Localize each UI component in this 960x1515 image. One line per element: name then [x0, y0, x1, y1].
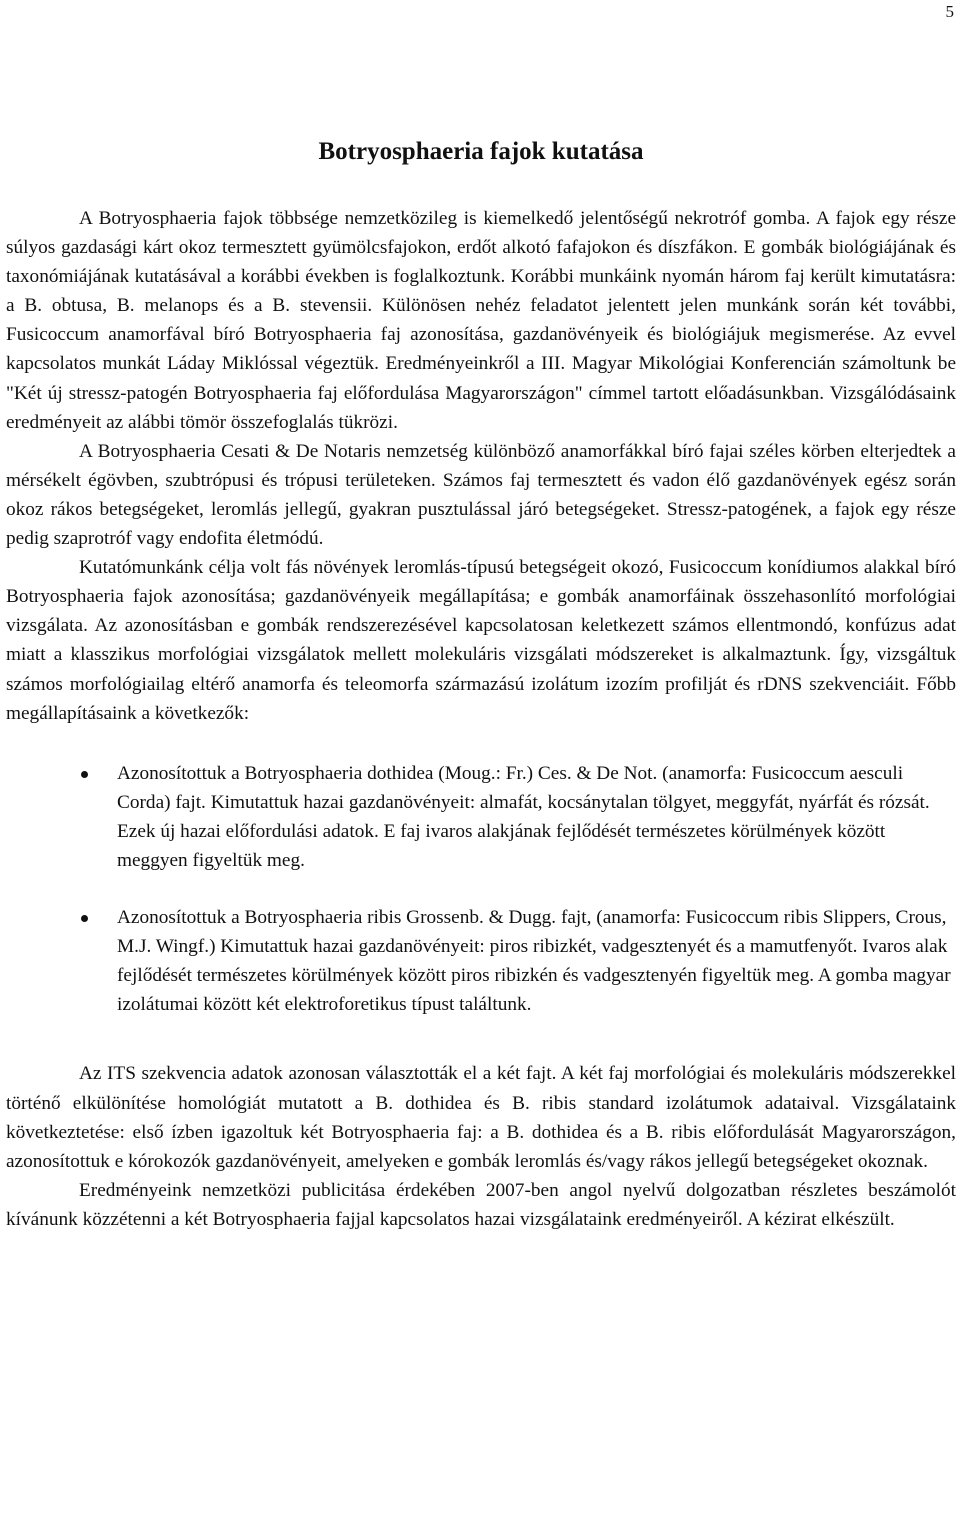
list-item — [6, 759, 956, 875]
document-body — [6, 136, 956, 1234]
finding-ribis-text: Azonosítottuk a Botryosphaeria ribis Grossenb. & Dugg. fajt, (anamorfa: Fusicoccum ribis Slippers, Crous, M.J. Wingf.) Kimutattuk hazai gazdanövényeit: piros ribizkét, vadgesztenyét és a mamutfenyőt. Ivaros alak fejlődését természetes körülmények között piros ribizkén és vadgesztenyén figyeltük meg. A gomba magyar izolátumai között két elektroforetikus típust találtunk. — [117, 907, 951, 1016]
bullet-icon — [81, 915, 88, 922]
list-item — [6, 903, 956, 1019]
publication-paragraph: Eredményeink nemzetközi publicitása érdekében 2007-ben angol nyelvű dolgozatban részletes beszámolót kívánunk közzétenni a két Botryosphaeria fajjal kapcsolatos hazai vizsgálataink eredményeiről. A kézirat elkészült. — [6, 1179, 956, 1230]
finding-dothidea-text: Azonosítottuk a Botryosphaeria dothidea (Moug.: Fr.) Ces. & De Not. (anamorfa: Fusicoccum aesculi Corda) fajt. Kimutattuk hazai gazdanövényeit: almafát, kocsánytalan tölgyet, meggyfát, nyárfát és rózsát. Ezek új hazai előfordulási adatok. E faj ivaros alakjának fejlődését természetes körülmények között meggyen figyeltük meg. — [117, 762, 930, 871]
findings-list — [6, 759, 956, 1020]
research-aim-paragraph: Kutatómunkánk célja volt fás növények leromlás-típusú betegségeit okozó, Fusicoccum konídiumos alakkal bíró Botryosphaeria fajok azonosítása; gazdanövényeik megállapítása; e gombák anamorfáinak összehasonlító morfológiai vizsgálata. Az azonosításban e gombák rendszerezésével kapcsolatosan keletkezett számos ellentmondó, konfúzus adat miatt a klasszikus morfológiai vizsgálatok mellett molekuláris vizsgálati módszereket is alkalmaztunk. Így, vizsgáltuk számos morfológiailag eltérő anamorfa és teleomorfa származású izolátum izozím profilját és rDNS szekvenciáit. Főbb megállapításaink a következők: — [6, 557, 956, 724]
bullet-icon — [81, 771, 88, 778]
its-conclusion-paragraph: Az ITS szekvencia adatok azonosan választották el a két fajt. A két faj morfológiai és molekuláris módszerekkel történő elkülönítése homológiát mutatott a B. dothidea és B. ribis standard izolátumok adataival. Vizsgálataink következtetése: első ízben igazoltuk két Botryosphaeria faj: a B. dothidea és a B. ribis előfordulását Magyarországon, azonosítottuk e kórokozók gazdanövényeit, amelyeken e gombák leromlás és/vagy rákos jellegű betegségeket okoznak. — [6, 1063, 956, 1172]
page-title: Botryosphaeria fajok kutatása — [318, 138, 644, 165]
intro-paragraph: A Botryosphaeria fajok többsége nemzetközileg is kiemelkedő jelentőségű nekrotróf gomba. A fajok egy része súlyos gazdasági kárt okoz termesztett gyümölcsfajokon, erdőt alkotó fafajokon és díszfákon. E gombák biológiájának és taxonómiájának kutatásával a korábbi években is foglalkoztunk. Korábbi munkáink nyomán három faj került kimutatásra: a B. obtusa, B. melanops és a B. stevensii. Különösen nehéz feladatot jelentett jelen munkánk során két további, Fusicoccum anamorfával bíró Botryosphaeria faj azonosítása, gazdanövényeik és biológiájuk megismerése. Az evvel kapcsolatos munkát Láday Miklóssal végeztük. Eredményeinkről a III. Magyar Mikológiai Konferencián számoltunk be "Két új stressz-patogén Botryosphaeria faj előfordulása Magyarországon" címmel tartott előadásunkban. Vizsgálódásaink eredményeit az alábbi tömör összefoglalás tükrözi. — [6, 208, 956, 433]
genus-paragraph: A Botryosphaeria Cesati & De Notaris nemzetség különböző anamorfákkal bíró fajai széles körben elterjedtek a mérsékelt égövben, szubtrópusi és trópusi területeken. Számos faj termesztett és vadon élő gazdanövények egész során okoz rákos betegségeket, leromlás jellegű, gyakran pusztulással járó betegségeket. Stressz-patogének, a fajok egy része pedig szaprotróf vagy endofita életmódú. — [6, 440, 956, 550]
page-number: 5 — [945, 2, 954, 21]
